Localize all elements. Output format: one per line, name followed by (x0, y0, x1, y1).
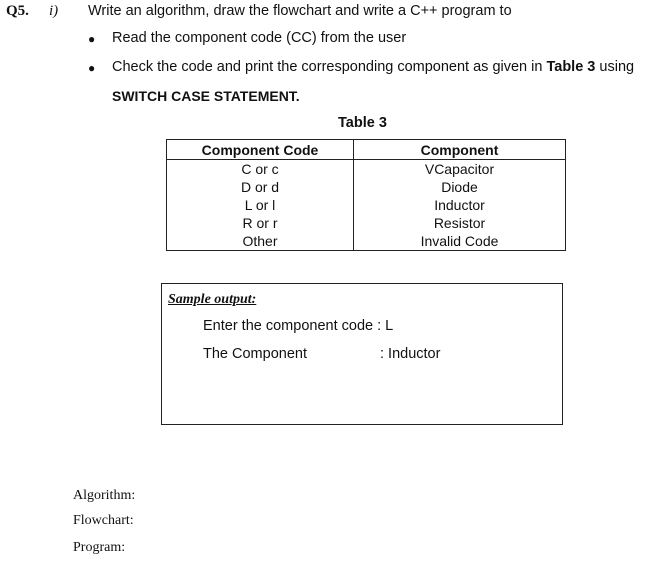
cell-component: Diode (354, 178, 566, 196)
table-reference: Table 3 (546, 59, 596, 75)
bullet-check-code-text: Check the code and print the corresponding component as given in (112, 59, 547, 75)
bullet-check-code-tail: using (595, 59, 635, 75)
bullet-check-code (112, 59, 634, 75)
bullet-icon: ● (88, 32, 96, 46)
answer-flowchart-label: Flowchart: (73, 513, 134, 528)
cell-code: R or r (167, 214, 354, 232)
question-instruction: Write an algorithm, draw the flowchart and write a C++ program to (88, 3, 512, 19)
sample-result-value: : Inductor (380, 346, 441, 362)
cell-code: Other (167, 232, 354, 251)
cell-code: L or l (167, 196, 354, 214)
header-component: Component (354, 140, 566, 160)
bullet-read-code: Read the component code (CC) from the user (112, 30, 407, 46)
table-header-row (167, 140, 566, 160)
answer-program-label: Program: (73, 540, 126, 555)
table-caption: Table 3 (338, 115, 387, 131)
cell-component: Invalid Code (354, 232, 566, 251)
answer-algorithm-label: Algorithm: (73, 488, 136, 503)
sample-output-title: Sample output: (168, 292, 257, 307)
component-table (166, 139, 566, 251)
table-row (167, 178, 566, 196)
table-row (167, 232, 566, 251)
cell-component: VCapacitor (354, 160, 566, 179)
cell-code: D or d (167, 178, 354, 196)
question-number: Q5. (6, 3, 29, 19)
header-component-code: Component Code (167, 140, 354, 160)
cell-code: C or c (167, 160, 354, 179)
bullet-icon: ● (88, 61, 96, 75)
cell-component: Resistor (354, 214, 566, 232)
question-part: i) (49, 3, 59, 19)
table-row (167, 214, 566, 232)
sample-result-label: The Component (203, 346, 307, 362)
sample-prompt-line: Enter the component code : L (203, 318, 394, 334)
cell-component: Inductor (354, 196, 566, 214)
table-row (167, 160, 566, 179)
bullet-continuation: SWITCH CASE STATEMENT. (112, 88, 300, 104)
table-row (167, 196, 566, 214)
